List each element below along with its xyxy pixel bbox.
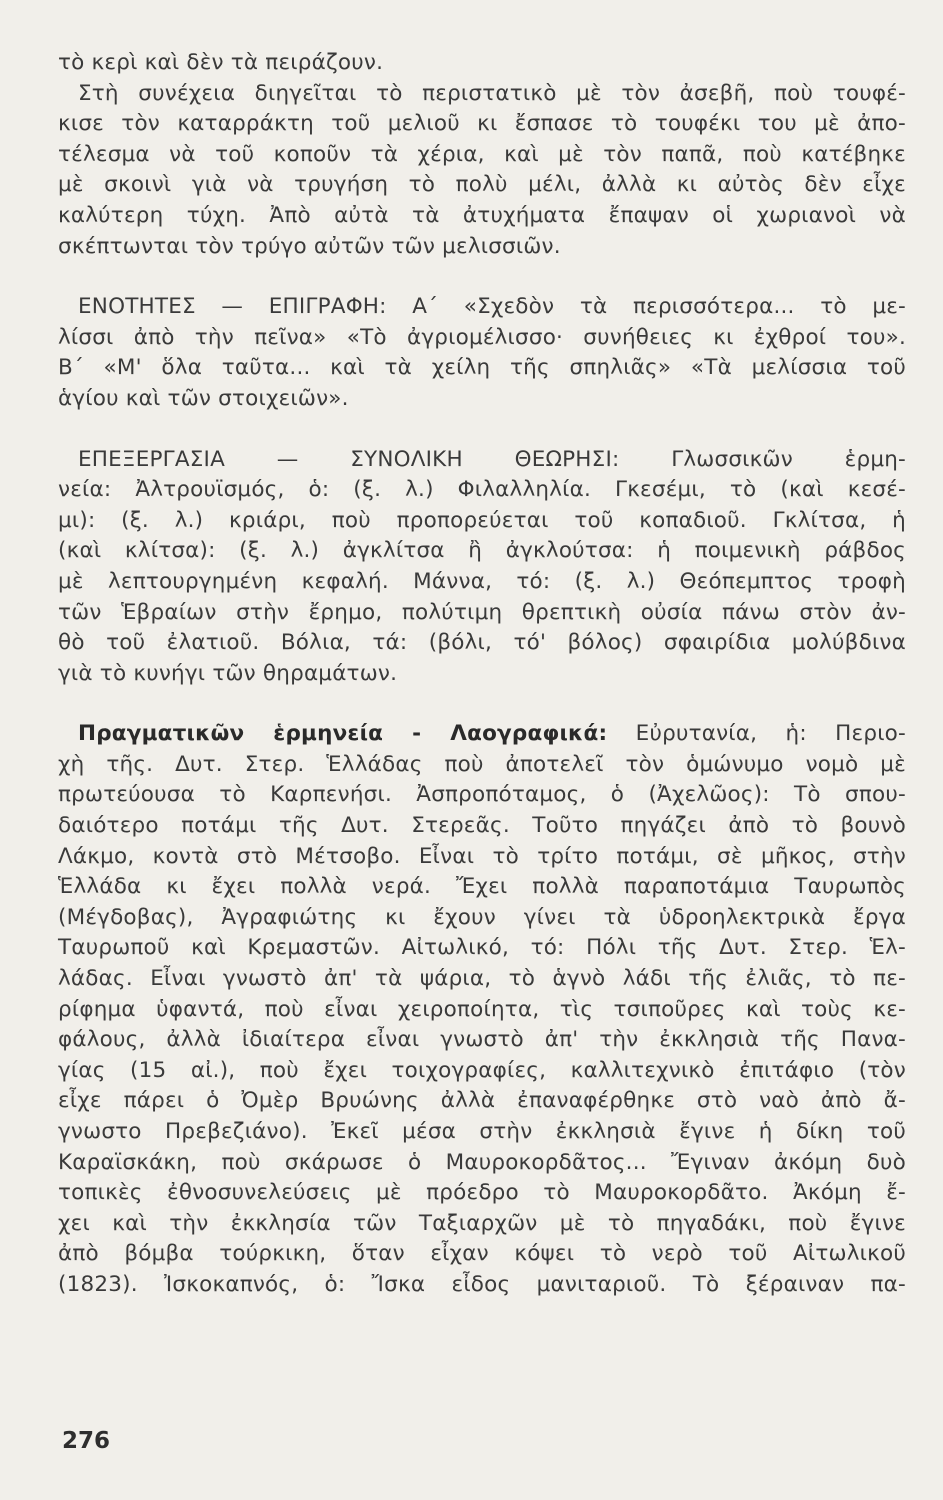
text-line: τὸ κερὶ καὶ δὲν τὰ πειράζουν. — [58, 50, 384, 75]
paragraph-gap — [58, 262, 906, 292]
text-line: δαιότερο ποτάμι τῆς Δυτ. Στερεᾶς. Τοῦτο πηγάζει ἀπὸ τὸ βουνὸ — [58, 813, 906, 839]
text-line: (1823). Ἰσκοκαπνός, ὁ: Ἴσκα εἶδος μανιταριοῦ. Τὸ ξέραιναν πα- — [58, 1271, 906, 1297]
page-body — [58, 48, 906, 1301]
text-line: Ταυρωποῦ καὶ Κρεμαστῶν. Αἰτωλικό, τό: Πόλι τῆς Δυτ. Στερ. Ἑλ- — [58, 935, 906, 961]
text-line: Λάκμο, κοντὰ στὸ Μέτσοβο. Εἶναι τὸ τρίτο ποτάμι, σὲ μῆκος, στὴν — [58, 843, 906, 869]
paragraph-gap — [58, 689, 906, 719]
text-line: μὲ σκοινὶ γιὰ νὰ τρυγήση τὸ πολὺ μέλι, ἀλλὰ κι αὐτὸς δὲν εἶχε — [58, 172, 906, 198]
text-line: φάλους, ἀλλὰ ἰδιαίτερα εἶναι γνωστὸ ἀπ' τὴν ἐκκλησιὰ τῆς Πανα- — [58, 1027, 906, 1053]
paragraph-p1 — [58, 48, 906, 79]
text-line: μι): (ξ. λ.) κριάρι, ποὺ προπορεύεται τοῦ κοπαδιοῦ. Γκλίτσα, ἡ — [58, 507, 906, 533]
text-line: ἁγίου καὶ τῶν στοιχειῶν». — [58, 385, 349, 411]
text-line: Β΄ «Μ' ὅλα ταῦτα... καὶ τὰ χείλη τῆς σπηλιᾶς» «Τὰ μελίσσια τοῦ — [58, 355, 906, 381]
text-line: τοπικὲς ἐθνοσυνελεύσεις μὲ πρόεδρο τὸ Μαυροκορδᾶτο. Ἀκόμη ἔ- — [58, 1180, 906, 1206]
text-line: γιὰ τὸ κυνήγι τῶν θηραμάτων. — [58, 660, 398, 686]
text-line: εἶχε πάρει ὁ Ὀμὲρ Βρυώνης ἀλλὰ ἐπαναφέρθηκε στὸ ναὸ ἀπὸ ἄ- — [58, 1088, 906, 1114]
paragraph-folklore — [58, 719, 906, 1300]
text-line: μὲ λεπτουργημένη κεφαλή. Μάννα, τό: (ξ. λ.) Θεόπεμπτος τροφὴ — [58, 568, 906, 594]
text-line: (Μέγδοβας), Ἀγραφιώτης κι ἔχουν γίνει τὰ ὑδροηλεκτρικὰ ἔργα — [58, 904, 906, 930]
text-line: (καὶ κλίτσα): (ξ. λ.) ἀγκλίτσα ἢ ἀγκλούτσα: ἡ ποιμενικὴ ράβδος — [58, 538, 906, 564]
text-line: θὸ τοῦ ἐλατιοῦ. Βόλια, τά: (βόλι, τό' βόλος) σφαιρίδια μολύβδινα — [58, 630, 906, 656]
text-line: νεία: Ἀλτρουϊσμός, ὁ: (ξ. λ.) Φιλαλληλία. Γκεσέμι, τὸ (καὶ κεσέ- — [58, 477, 906, 503]
text-line: τέλεσμα νὰ τοῦ κοποῦν τὰ χέρια, καὶ μὲ τὸν παπᾶ, ποὺ κατέβηκε — [58, 141, 906, 167]
text-line: πρωτεύουσα τὸ Καρπενήσι. Ἀσπροπόταμος, ὁ (Ἀχελῶος): Τὸ σπου- — [58, 782, 906, 808]
text-line: ΕΠΕΞΕΡΓΑΣΙΑ — ΣΥΝΟΛΙΚΗ ΘΕΩΡΗΣΙ: Γλωσσικῶν ἑρμη- — [78, 446, 906, 472]
text-line: ΕΝΟΤΗΤΕΣ — ΕΠΙΓΡΑΦΗ: Α΄ «Σχεδὸν τὰ περισσότερα... τὸ με- — [78, 294, 906, 320]
paragraph-gap — [58, 415, 906, 445]
text-line: καλύτερη τύχη. Ἀπὸ αὐτὰ τὰ ἀτυχήματα ἔπαψαν οἱ χωριανοὶ νὰ — [58, 202, 906, 228]
section-heading: Πραγματικῶν ἑρμηνεία - Λαογραφικά: — [78, 721, 608, 747]
text-line: τῶν Ἑβραίων στὴν ἔρημο, πολύτιμη θρεπτικὴ οὐσία πάνω στὸν ἀν- — [58, 599, 906, 625]
page-number: 276 — [62, 1428, 111, 1454]
text-line: χει καὶ τὴν ἐκκλησία τῶν Ταξιαρχῶν μὲ τὸ πηγαδάκι, ποὺ ἔγινε — [58, 1210, 906, 1236]
text-line: λάδας. Εἶναι γνωστὸ ἀπ' τὰ ψάρια, τὸ ἁγνὸ λάδι τῆς ἐλιᾶς, τὸ πε- — [58, 966, 906, 992]
paragraph-sections — [58, 292, 906, 414]
text-line: ἀπὸ βόμβα τούρκικη, ὅταν εἶχαν κόψει τὸ νερὸ τοῦ Αἰτωλικοῦ — [58, 1241, 906, 1267]
paragraph-p2 — [58, 79, 906, 263]
text-line: γίας (15 αἰ.), ποὺ ἔχει τοιχογραφίες, καλλιτεχνικὸ ἐπιτάφιο (τὸν — [58, 1057, 906, 1083]
text-line: χὴ τῆς. Δυτ. Στερ. Ἑλλάδας ποὺ ἀποτελεῖ τὸν ὁμώνυμο νομὸ μὲ — [58, 751, 906, 777]
text-line: Στὴ συνέχεια διηγεῖται τὸ περιστατικὸ μὲ τὸν ἀσεβῆ, ποὺ τουφέ- — [78, 80, 906, 106]
text-line: λίσσι ἀπὸ τὴν πεῖνα» «Τὸ ἀγριομέλισσο· συνήθειες κι ἐχθροί του». — [58, 324, 906, 350]
text-line: κισε τὸν καταρράκτη τοῦ μελιοῦ κι ἔσπασε τὸ τουφέκι του μὲ ἀπο- — [58, 111, 906, 137]
text-line: Καραϊσκάκη, ποὺ σκάρωσε ὁ Μαυροκορδᾶτος... Ἔγιναν ἀκόμη δυὸ — [58, 1149, 906, 1175]
text-line: γνωστο Πρεβεζιάνο). Ἐκεῖ μέσα στὴν ἐκκλησιὰ ἔγινε ἡ δίκη τοῦ — [58, 1119, 906, 1144]
text-line: Ἑλλάδα κι ἔχει πολλὰ νερά. Ἔχει πολλὰ παραποτάμια Ταυρωπὸς — [58, 874, 906, 900]
paragraph-processing — [58, 445, 906, 690]
text-line — [58, 719, 906, 750]
text-line: σκέπτωνται τὸν τρύγο αὐτῶν τῶν μελισσιῶν. — [58, 233, 561, 259]
heading-rest: Εὐρυτανία, ἡ: Περιο- — [607, 721, 906, 747]
text-line: ρίφημα ὑφαντά, ποὺ εἶναι χειροποίητα, τὶς τσιποῦρες καὶ τοὺς κε- — [58, 996, 906, 1022]
